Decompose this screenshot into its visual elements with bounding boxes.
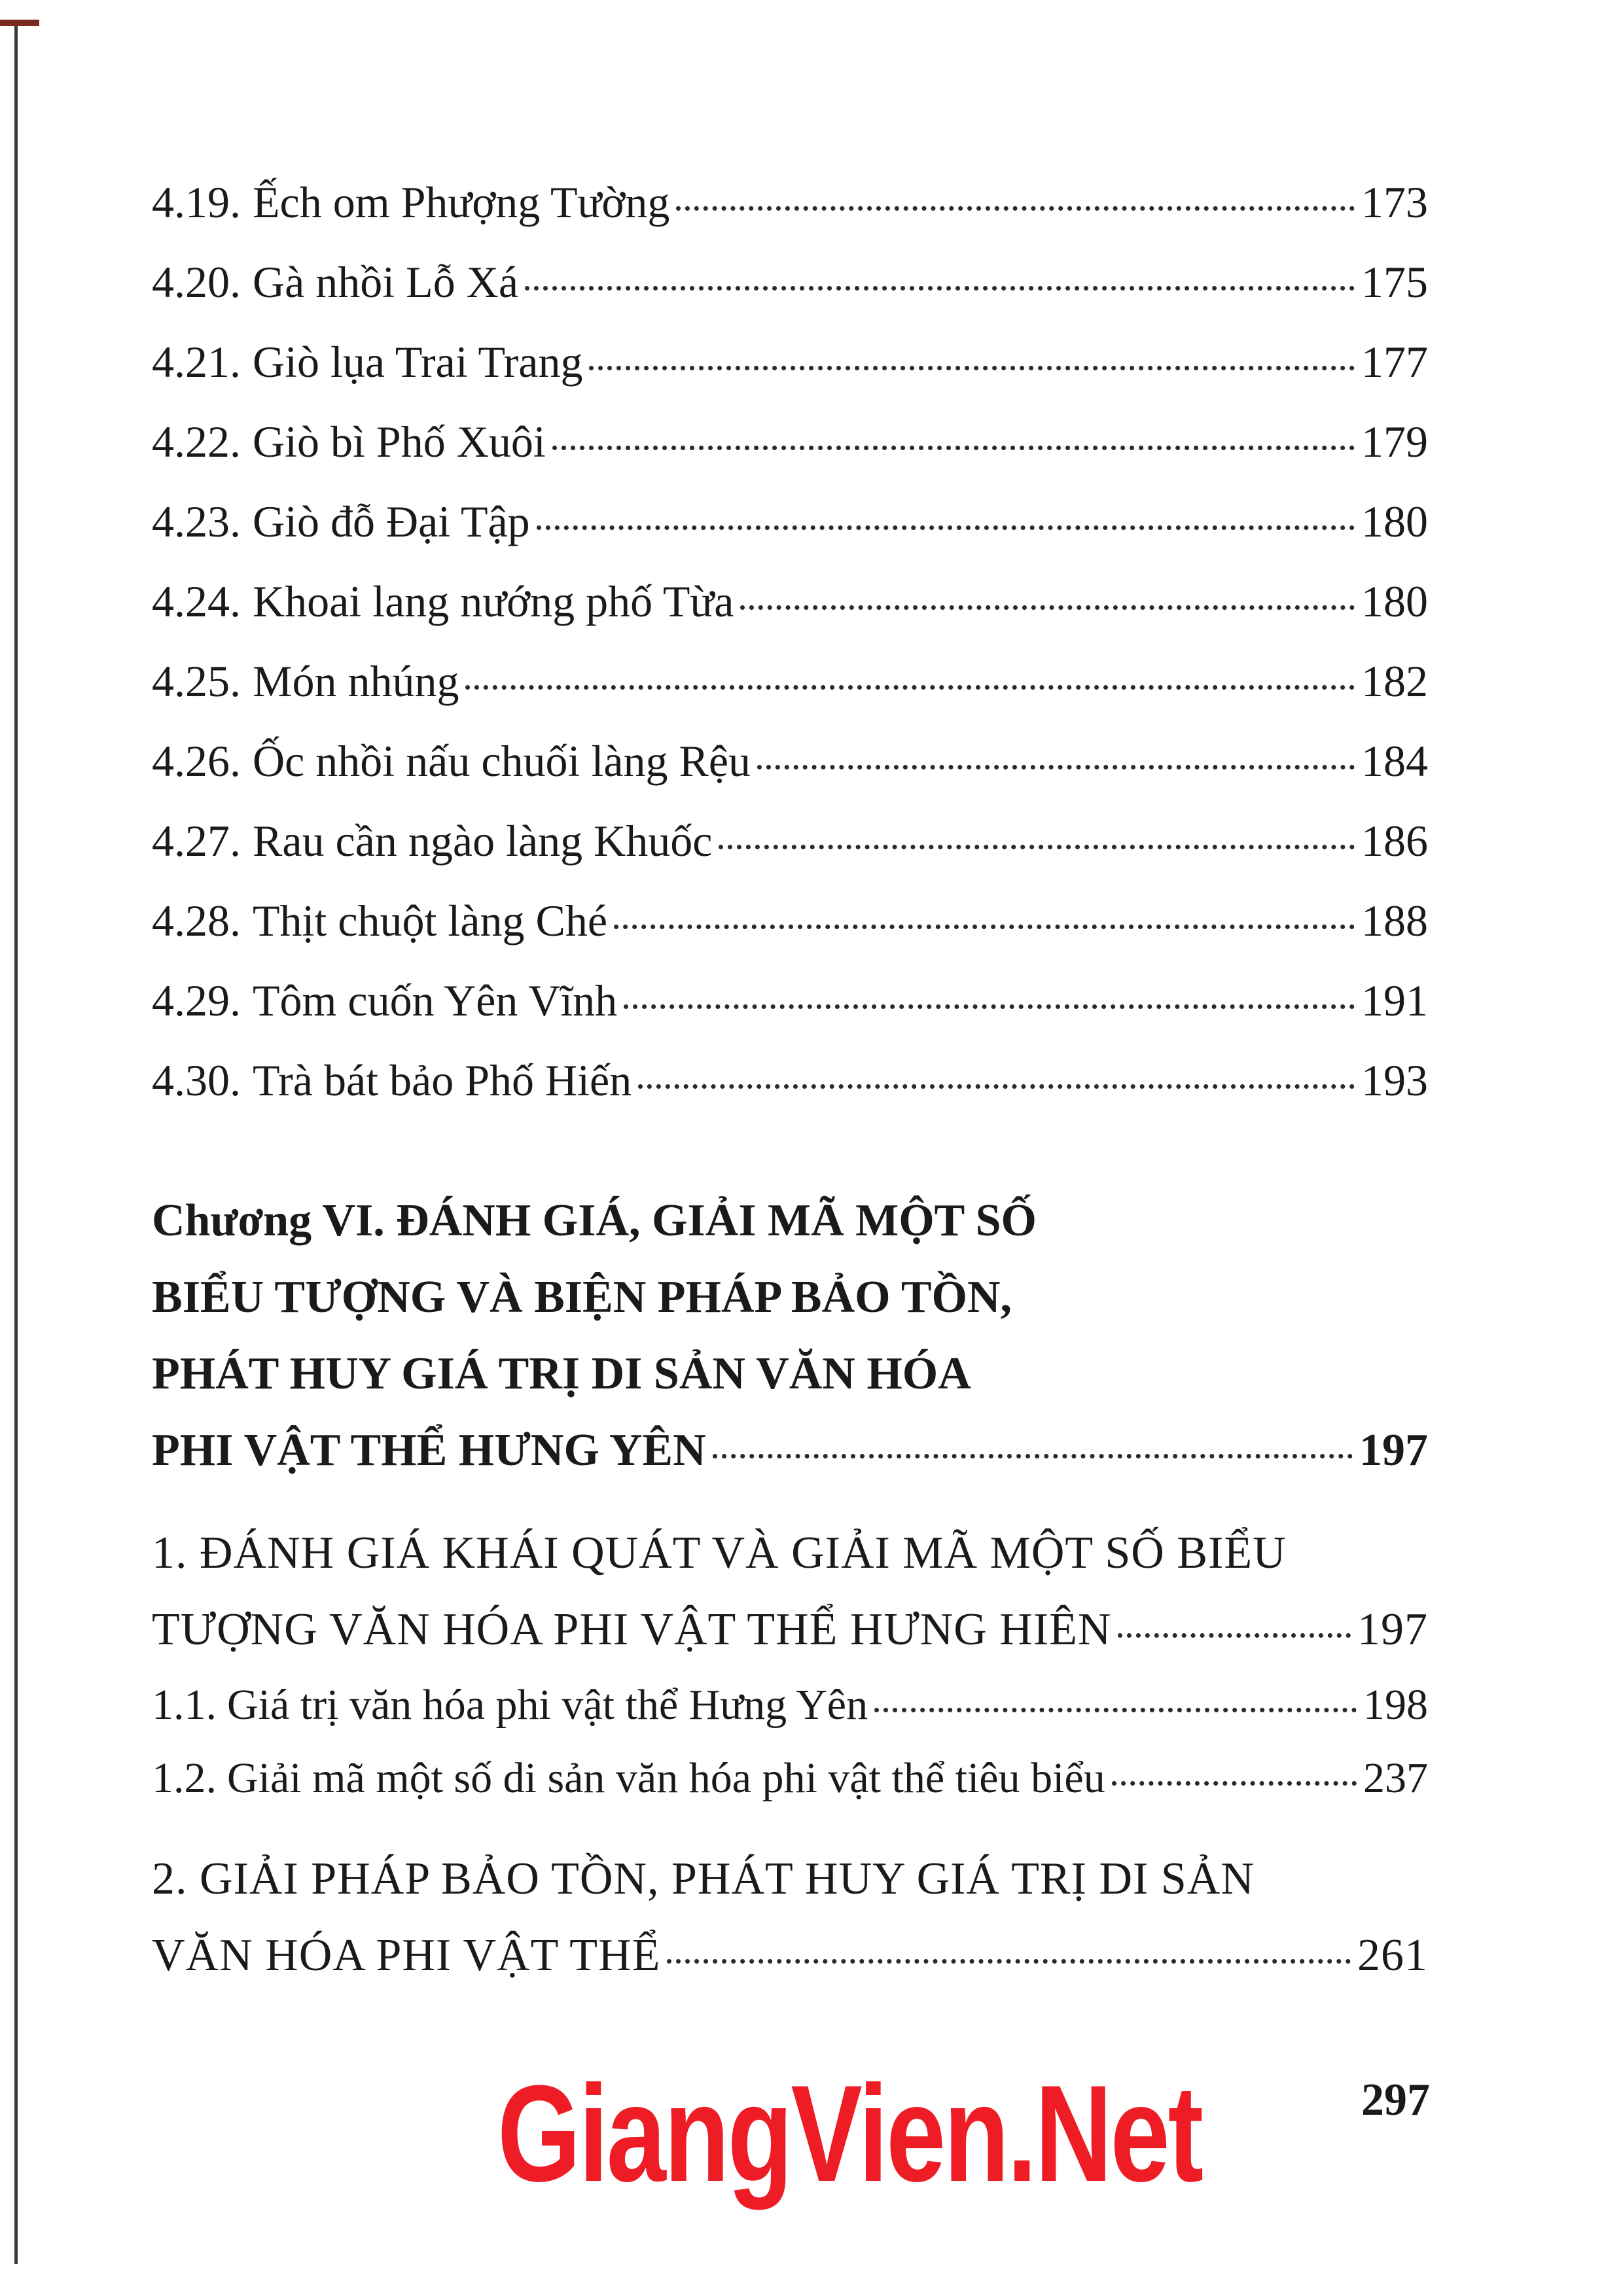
toc-entry (152, 416, 1428, 496)
toc-subentry (152, 1754, 1428, 1827)
toc-entry (152, 177, 1428, 256)
entry-page: 179 (1361, 417, 1428, 467)
entry-number: 4.25. (152, 656, 241, 706)
chapter-title-line: PHI VẬT THỂ HƯNG YÊN (152, 1425, 706, 1475)
watermark-logo: GiangVien.Net (497, 2057, 1202, 2210)
subentry-title: Giá trị văn hóa phi vật thể Hưng Yên (227, 1681, 868, 1729)
dot-leader (874, 1708, 1357, 1712)
chapter-title-line: PHÁT HUY GIÁ TRỊ DI SẢN VĂN HÓA (152, 1349, 971, 1399)
dot-leader (537, 525, 1355, 530)
entry-title: Thịt chuột làng Ché (253, 896, 608, 945)
dot-leader (713, 1454, 1353, 1458)
dot-leader (667, 1959, 1351, 1964)
entry-number: 4.20. (152, 257, 241, 307)
entry-number: 4.21. (152, 337, 241, 387)
subentry-number: 1.2. (152, 1754, 217, 1802)
section-title-line: VĂN HÓA PHI VẬT THỂ (152, 1930, 661, 1981)
entry-title: Tôm cuốn Yên Vĩnh (253, 976, 618, 1025)
section-2 (152, 1853, 1428, 2006)
subentry-title: Giải mã một số di sản văn hóa phi vật thể tiêu biểu (227, 1754, 1105, 1802)
entry-page: 180 (1361, 576, 1428, 626)
entry-title: Giò lụa Trai Trang (253, 337, 583, 387)
entry-number: 4.26. (152, 736, 241, 786)
subentry-page: 198 (1363, 1681, 1428, 1729)
dot-leader (757, 765, 1355, 769)
entry-number: 4.29. (152, 976, 241, 1025)
dot-leader (1112, 1781, 1357, 1786)
toc-entry (152, 336, 1428, 416)
dot-leader (624, 1004, 1355, 1009)
dot-leader (589, 366, 1355, 370)
entry-page: 186 (1361, 816, 1428, 866)
entry-page: 180 (1361, 497, 1428, 546)
chapter-title-last-line (152, 1424, 1428, 1501)
section-title-line: 2. GIẢI PHÁP BẢO TỒN, PHÁT HUY GIÁ TRỊ DI SẢN (152, 1854, 1255, 1904)
entry-page: 182 (1361, 656, 1428, 706)
entry-page: 177 (1361, 337, 1428, 387)
toc-entry (152, 975, 1428, 1055)
entry-title: Rau cần ngào làng Khuốc (253, 816, 713, 866)
entry-number: 4.22. (152, 417, 241, 467)
section-title-last-line (152, 1930, 1428, 2006)
entry-page: 175 (1361, 257, 1428, 307)
dot-leader (719, 845, 1355, 849)
entry-number: 4.19. (152, 177, 241, 227)
dot-leader (676, 206, 1355, 211)
dot-leader (740, 605, 1355, 610)
entry-number: 4.23. (152, 497, 241, 546)
toc-entry (152, 1055, 1428, 1135)
toc-entry (152, 815, 1428, 895)
dot-leader (525, 286, 1355, 291)
entry-number: 4.28. (152, 896, 241, 945)
subentry-number: 1.1. (152, 1681, 217, 1729)
dot-leader (614, 925, 1355, 929)
dot-leader (1118, 1633, 1351, 1638)
toc-entry (152, 656, 1428, 735)
chapter-title-line: BIỂU TƯỢNG VÀ BIỆN PHÁP BẢO TỒN, (152, 1272, 1012, 1322)
toc-entry (152, 256, 1428, 336)
subentry-page: 237 (1363, 1754, 1428, 1802)
entry-title: Giò bì Phố Xuôi (253, 417, 546, 467)
section-page: 197 (1357, 1604, 1428, 1655)
table-of-contents (152, 177, 1428, 2006)
chapter-heading (152, 1195, 1428, 1501)
toc-entry (152, 496, 1428, 576)
dot-leader (638, 1084, 1355, 1089)
toc-entry (152, 895, 1428, 975)
toc-entry (152, 735, 1428, 815)
entry-page: 193 (1361, 1055, 1428, 1105)
page-edge-mark (0, 20, 39, 26)
entry-number: 4.24. (152, 576, 241, 626)
entry-page: 188 (1361, 896, 1428, 945)
entry-page: 184 (1361, 736, 1428, 786)
chapter-page: 197 (1359, 1425, 1428, 1475)
section-1 (152, 1527, 1428, 1680)
section-title-last-line (152, 1604, 1428, 1680)
entry-title: Ốc nhồi nấu chuối làng Rệu (253, 736, 751, 786)
toc-entry (152, 576, 1428, 656)
entry-title: Gà nhồi Lỗ Xá (253, 257, 519, 307)
entry-page: 191 (1361, 976, 1428, 1025)
entry-title: Trà bát bảo Phố Hiến (253, 1055, 632, 1105)
entry-title: Món nhúng (253, 656, 459, 706)
entry-title: Ếch om Phượng Tường (253, 177, 670, 227)
section-title-line: TƯỢNG VĂN HÓA PHI VẬT THỂ HƯNG HIÊN (152, 1604, 1112, 1655)
page-number: 297 (1361, 2075, 1430, 2125)
entry-title: Khoai lang nướng phố Từa (253, 576, 734, 626)
dot-leader (465, 685, 1355, 690)
entry-title: Giò đỗ Đại Tập (253, 497, 530, 546)
chapter-title-line: Chương VI. ĐÁNH GIÁ, GIẢI MÃ MỘT SỐ (152, 1195, 1037, 1246)
entry-number: 4.30. (152, 1055, 241, 1105)
dot-leader (552, 446, 1355, 450)
entry-page: 173 (1361, 177, 1428, 227)
section-page: 261 (1357, 1930, 1428, 1981)
entry-number: 4.27. (152, 816, 241, 866)
page-edge-line (14, 26, 18, 2264)
toc-subentry (152, 1680, 1428, 1754)
section-title-line: 1. ĐÁNH GIÁ KHÁI QUÁT VÀ GIẢI MÃ MỘT SỐ BIỂU (152, 1528, 1287, 1578)
